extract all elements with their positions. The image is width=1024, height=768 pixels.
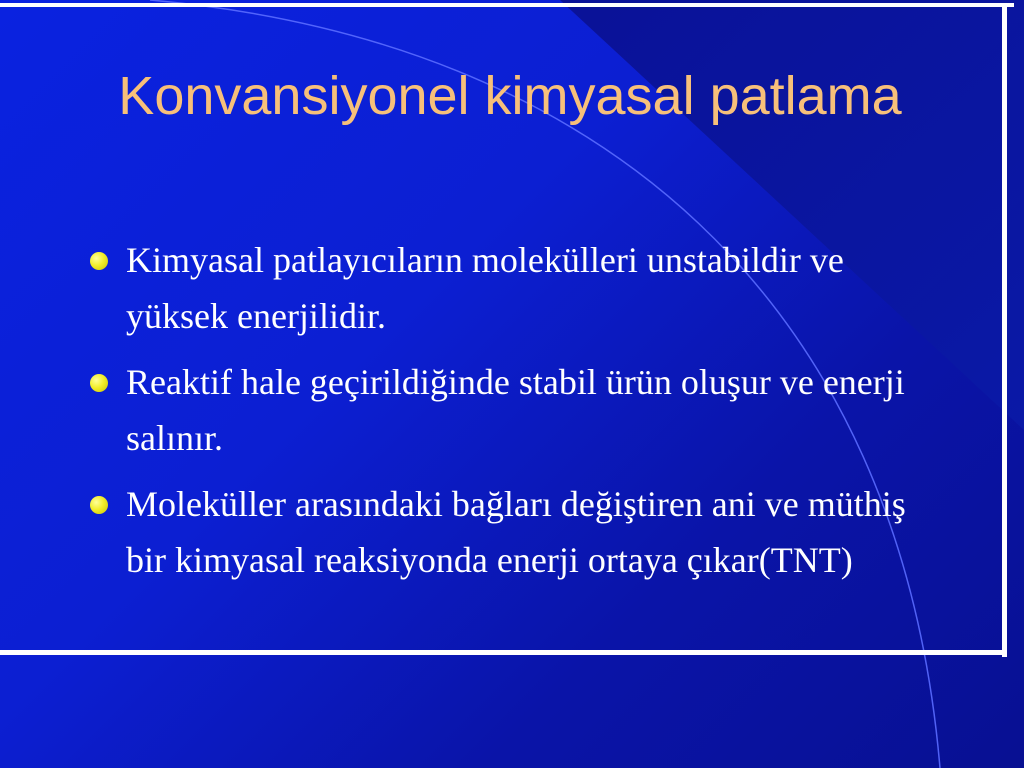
frame-top-border bbox=[0, 3, 1014, 7]
bullet-item bbox=[84, 354, 934, 466]
slide-title: Konvansiyonel kimyasal patlama bbox=[118, 66, 902, 126]
bullet-text: Reaktif hale geçirildiğinde stabil ürün oluşur ve enerji salınır. bbox=[126, 362, 905, 458]
bullet-text: Kimyasal patlayıcıların molekülleri unstabildir ve yüksek enerjilidir. bbox=[126, 240, 844, 336]
bullet-item bbox=[84, 232, 934, 344]
yellow-ball-bullet-icon bbox=[90, 374, 108, 392]
yellow-ball-bullet-icon bbox=[90, 496, 108, 514]
bullet-text: Moleküller arasındaki bağları değiştiren ani ve müthiş bir kimyasal reaksiyonda enerji ortaya çıkar(TNT) bbox=[126, 484, 906, 580]
bullet-list bbox=[84, 232, 934, 598]
bullet-item bbox=[84, 476, 934, 588]
yellow-ball-bullet-icon bbox=[90, 252, 108, 270]
frame-bottom-border bbox=[0, 650, 1007, 655]
frame-right-border bbox=[1002, 3, 1007, 657]
